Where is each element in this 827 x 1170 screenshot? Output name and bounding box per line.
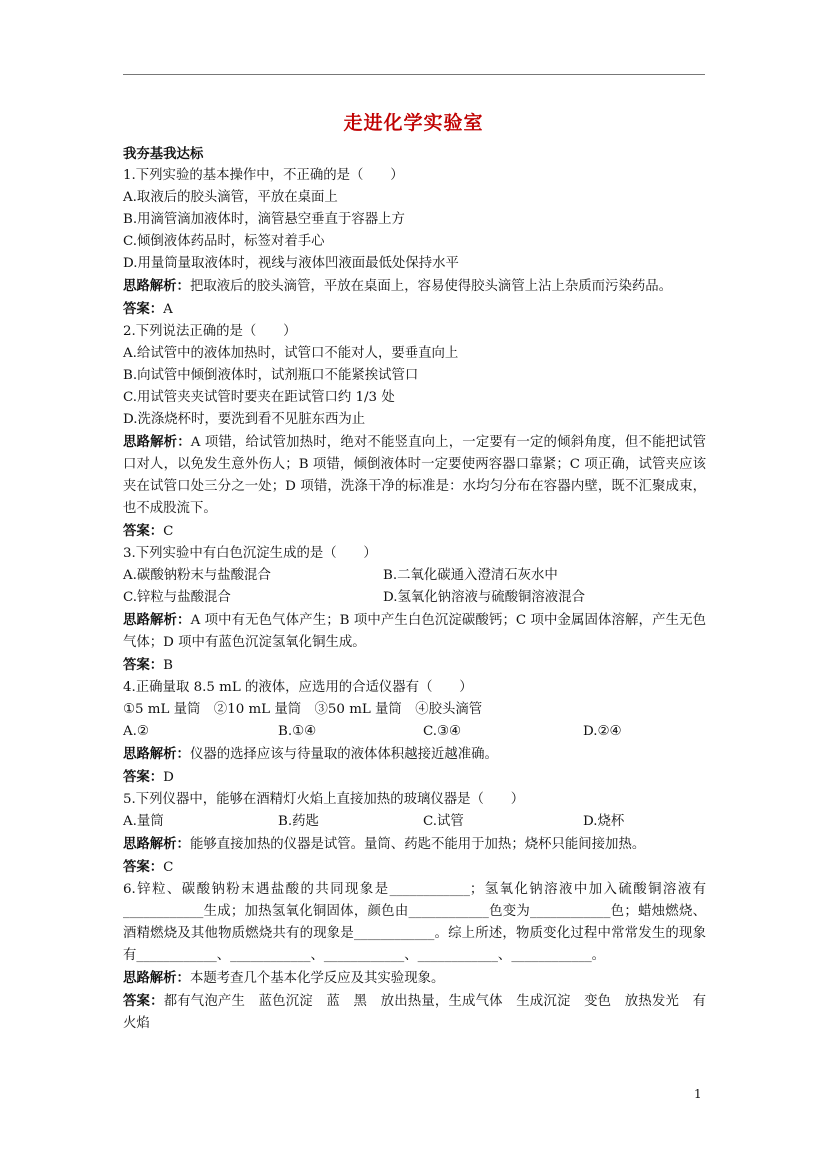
answer-label: 答案： xyxy=(123,993,164,1009)
q4-analysis-text: 仪器的选择应该与待量取的液体体积越接近越准确。 xyxy=(189,747,498,762)
q3-analysis xyxy=(123,609,706,654)
header-rule xyxy=(123,74,705,75)
q3-answer xyxy=(123,654,706,677)
q4-option-a: A.② xyxy=(123,724,149,739)
q5-answer-text: C xyxy=(163,860,174,875)
q3-answer-text: B xyxy=(163,658,174,673)
q1-answer xyxy=(123,298,706,321)
q6-analysis-text: 本题考查几个基本化学反应及其实验现象。 xyxy=(189,971,445,986)
q3-options-row-1 xyxy=(123,565,706,587)
q4-stem: 4.正确量取 8.5 mL 的液体，应选用的合适仪器有（ ） xyxy=(123,680,473,695)
q5-answer xyxy=(123,856,706,879)
q3-stem: 3.下列实验中有白色沉淀生成的是（ ） xyxy=(123,546,377,561)
q3-option-b: B.二氧化碳通入澄清石灰水中 xyxy=(383,568,558,583)
answer-label: 答案： xyxy=(123,859,164,875)
q2-answer-text: C xyxy=(163,524,174,539)
q2-answer xyxy=(123,520,706,543)
q5-option-d: D.烧杯 xyxy=(583,814,625,829)
q4-option-c: C.③④ xyxy=(423,724,462,739)
q5-stem: 5.下列仪器中，能够在酒精灯火焰上直接加热的玻璃仪器是（ ） xyxy=(123,792,525,807)
page-number: 1 xyxy=(694,1087,702,1101)
analysis-label: 思路解析： xyxy=(123,612,191,628)
q2-option-d: D.洗涤烧杯时，要洗到看不见脏东西为止 xyxy=(123,412,366,427)
q2-option-a: A.给试管中的液体加热时，试管口不能对人，要垂直向上 xyxy=(123,346,459,361)
q4-instruments: ①5 mL 量筒 ②10 mL 量筒 ③50 mL 量筒 ④胶头滴管 xyxy=(123,702,483,717)
answer-label: 答案： xyxy=(123,657,164,673)
q1-option-b: B.用滴管滴加液体时，滴管悬空垂直于容器上方 xyxy=(123,212,405,227)
q6-answer-text: 都有气泡产生 蓝色沉淀 蓝 黑 放出热量，生成气体 生成沉淀 变色 放热发光 有火焰 xyxy=(123,994,706,1031)
q1-option-c: C.倾倒液体药品时，标签对着手心 xyxy=(123,234,325,249)
analysis-label: 思路解析： xyxy=(123,746,190,762)
page-title: 走进化学实验室 xyxy=(343,112,484,134)
analysis-label: 思路解析： xyxy=(123,434,191,450)
q4-options-row xyxy=(123,721,706,743)
q5-analysis-text: 能够直接加热的仪器是试管。量筒、药匙不能用于加热；烧杯只能间接加热。 xyxy=(189,837,646,852)
q5-options-row xyxy=(123,811,706,833)
q6-analysis xyxy=(123,967,706,990)
q1-stem: 1.下列实验的基本操作中，不正确的是（ ） xyxy=(123,168,404,183)
q3-option-d: D.氢氧化钠溶液与硫酸铜溶液混合 xyxy=(383,590,585,605)
q5-analysis xyxy=(123,833,706,856)
answer-label: 答案： xyxy=(123,301,164,317)
q2-option-c: C.用试管夹夹试管时要夹在距试管口约 1/3 处 xyxy=(123,390,395,405)
q3-analysis-text: A 项中有无色气体产生；B 项中产生白色沉淀碳酸钙；C 项中金属固体溶解，产生无色气体；D 项中有蓝色沉淀氢氧化铜生成。 xyxy=(123,613,706,650)
q4-option-b: B.①④ xyxy=(278,724,317,739)
q2-analysis xyxy=(123,431,706,520)
q3-option-c: C.锌粒与盐酸混合 xyxy=(123,590,231,605)
q2-stem: 2.下列说法正确的是（ ） xyxy=(123,324,297,339)
q4-answer xyxy=(123,766,706,789)
q1-analysis-text: 把取液后的胶头滴管，平放在桌面上，容易使得胶头滴管上沾上杂质而污染药品。 xyxy=(189,279,673,294)
q2-analysis-text: A 项错，给试管加热时，绝对不能竖直向上，一定要有一定的倾斜角度，但不能把试管口对人，以免发生意外伤人；B 项错，倾倒液体时一定要使两容器口靠紧；C 项正确，试管夹应该夹在试管口处三分之一处；D 项错，洗涤干净的标准是：水均匀分布在容器内壁，既不汇聚成束，也不成股流下。 xyxy=(123,435,706,516)
q5-option-b: B.药匙 xyxy=(278,814,319,829)
document-body xyxy=(123,143,706,1035)
q3-option-a: A.碳酸钠粉末与盐酸混合 xyxy=(123,568,271,583)
q3-options-row-2 xyxy=(123,587,706,609)
q2-option-b: B.向试管中倾倒液体时，试剂瓶口不能紧挨试管口 xyxy=(123,368,419,383)
answer-label: 答案： xyxy=(123,769,164,785)
q6-stem: 6.锌粒、碳酸钠粉末遇盐酸的共同现象是____________；氢氧化钠溶液中加入硫酸铜溶液有____________生成；加热氢氧化铜固体，颜色由____________色变为____________色；蜡烛燃烧、酒精燃烧及其他物质燃烧共有的现象是____________。综上所述，物质变化过程中常常发生的现象有____________、____________、____________、____________、____________。 xyxy=(123,882,706,963)
analysis-label: 思路解析： xyxy=(123,970,190,986)
q1-option-d: D.用量筒量取液体时，视线与液体凹液面最低处保持水平 xyxy=(123,256,459,271)
analysis-label: 思路解析： xyxy=(123,278,190,294)
q4-answer-text: D xyxy=(163,770,174,785)
answer-label: 答案： xyxy=(123,523,164,539)
q1-analysis xyxy=(123,275,706,298)
q6-answer xyxy=(123,990,706,1035)
q1-option-a: A.取液后的胶头滴管，平放在桌面上 xyxy=(123,190,338,205)
q5-option-a: A.量筒 xyxy=(123,814,164,829)
analysis-label: 思路解析： xyxy=(123,836,190,852)
q5-option-c: C.试管 xyxy=(423,814,464,829)
q1-answer-text: A xyxy=(163,302,173,317)
q4-option-d: D.②④ xyxy=(583,724,622,739)
section-heading: 我夯基我达标 xyxy=(123,146,204,162)
q4-analysis xyxy=(123,743,706,766)
